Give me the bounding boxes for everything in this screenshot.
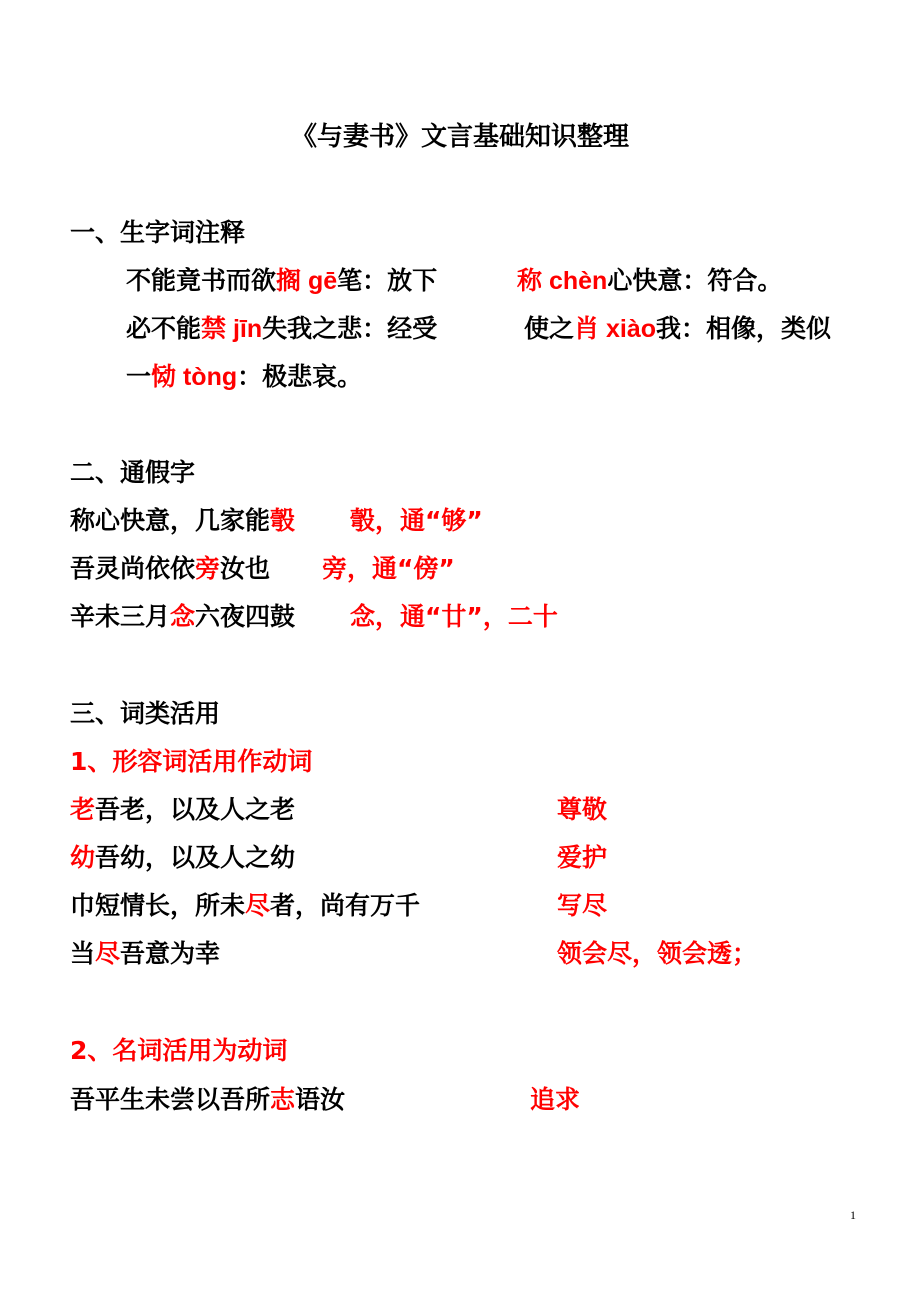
usage-note-5: 追求 <box>530 1085 581 1114</box>
text: 吾意为幸 <box>120 939 221 968</box>
key-char: 肖 <box>574 314 600 343</box>
text: 必不能 <box>126 314 202 343</box>
key-char: 志 <box>270 1085 296 1114</box>
section-heading-2: 二、通假字 <box>70 458 196 487</box>
text: 失我之悲：经受 <box>262 314 438 343</box>
tongjia-note-2: 旁，通“傍” <box>322 554 455 583</box>
tongjia-line-1 <box>70 504 295 538</box>
text: 语汝 <box>295 1085 346 1114</box>
usage-line-4 <box>70 937 220 971</box>
text: 者，尚有万千 <box>270 891 421 920</box>
text: 一 <box>126 362 152 391</box>
pinyin: jīn <box>226 315 263 343</box>
key-char: 尽 <box>95 939 121 968</box>
tongjia-note-1: 彀，通“够” <box>350 506 483 535</box>
usage-line-2 <box>70 841 295 875</box>
page-number: 1 <box>850 1208 856 1222</box>
text: 汝也 <box>220 554 271 583</box>
usage-line-1 <box>70 793 295 827</box>
text: 吾幼，以及人之幼 <box>95 843 296 872</box>
usage-note-1: 尊敬 <box>557 795 608 824</box>
tongjia-note-3: 念，通“廿”，二十 <box>350 602 558 631</box>
text: 巾短情长，所未 <box>70 891 246 920</box>
text: ：极悲哀。 <box>237 362 363 391</box>
text: 我：相像，类似 <box>656 314 832 343</box>
subheading-1: 1、形容词活用作动词 <box>70 747 313 776</box>
pinyin: gē <box>301 267 338 295</box>
usage-note-3: 写尽 <box>557 891 608 920</box>
gloss-line-2 <box>126 312 437 346</box>
pinyin: chèn <box>542 267 608 295</box>
text: 吾平生未尝以吾所 <box>70 1085 271 1114</box>
key-char: 幼 <box>70 843 96 872</box>
section-heading-3: 三、词类活用 <box>70 699 221 728</box>
text: 笔：放下 <box>337 266 438 295</box>
text: 称心快意，几家能 <box>70 506 271 535</box>
usage-line-3 <box>70 889 420 923</box>
text: 六夜四鼓 <box>195 602 296 631</box>
key-char: 恸 <box>151 362 177 391</box>
gloss-line-3 <box>126 360 362 394</box>
page-title: 《与妻书》文言基础知识整理 <box>290 122 629 152</box>
text: 心快意：符合。 <box>607 266 783 295</box>
gloss-line-1b <box>517 264 782 298</box>
tongjia-line-2 <box>70 552 270 586</box>
section-heading-1: 一、生字词注释 <box>70 218 246 247</box>
pinyin: xiào <box>599 315 657 343</box>
key-char: 禁 <box>201 314 227 343</box>
usage-note-2: 爱护 <box>557 843 608 872</box>
key-char: 旁 <box>195 554 221 583</box>
usage-line-5 <box>70 1083 345 1117</box>
text: 使之 <box>524 314 575 343</box>
text: 辛未三月 <box>70 602 171 631</box>
key-char: 尽 <box>245 891 271 920</box>
usage-note-4: 领会尽，领会透； <box>557 939 758 968</box>
key-char: 称 <box>517 266 543 295</box>
text: 吾灵尚依依 <box>70 554 196 583</box>
subheading-2: 2、名词活用为动词 <box>70 1036 288 1065</box>
pinyin: tòng <box>176 363 238 391</box>
gloss-line-2b <box>524 312 831 346</box>
key-char: 老 <box>70 795 96 824</box>
text: 吾老，以及人之老 <box>95 795 296 824</box>
text: 当 <box>70 939 96 968</box>
key-char: 彀 <box>270 506 296 535</box>
key-char: 念 <box>170 602 196 631</box>
gloss-line-1 <box>126 264 437 298</box>
text: 不能竟书而欲 <box>126 266 277 295</box>
tongjia-line-3 <box>70 600 295 634</box>
key-char: 搁 <box>276 266 302 295</box>
